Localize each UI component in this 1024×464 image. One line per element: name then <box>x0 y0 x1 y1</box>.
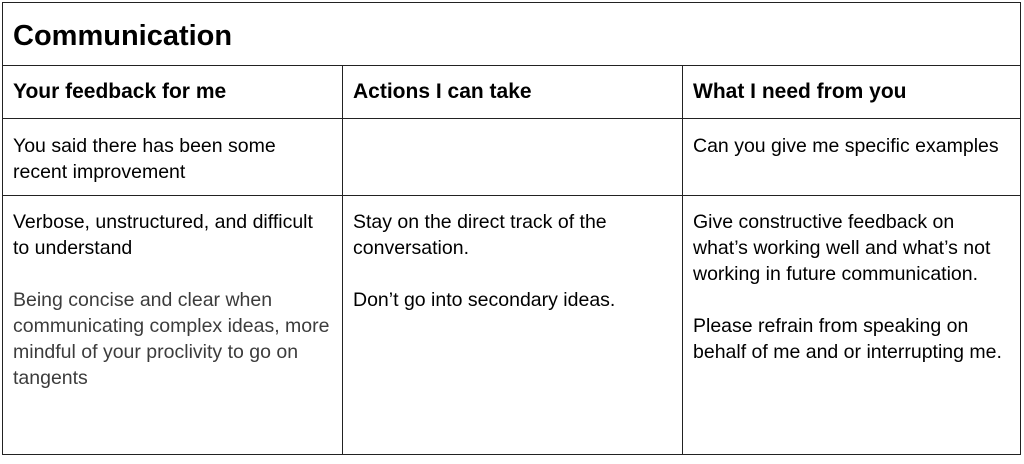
header-cell-needs <box>683 66 1021 119</box>
table-row <box>3 196 1021 455</box>
needs-text: Please refrain from speaking on behalf of me and or interrupting me. <box>693 315 1002 363</box>
action-text: Don’t go into secondary ideas. <box>353 289 616 311</box>
column-header-feedback: Your feedback for me <box>13 80 227 103</box>
feedback-text: Being concise and clear when communicating complex ideas, more mindful of your proclivity to go on tangents <box>13 289 330 389</box>
column-header-needs: What I need from you <box>693 80 907 103</box>
feedback-text: Verbose, unstructured, and difficult to understand <box>13 211 313 259</box>
needs-text: Give constructive feedback on what’s working well and what’s not working in future communication. <box>693 211 991 285</box>
communication-table <box>2 2 1021 455</box>
cell-actions <box>343 119 683 196</box>
header-cell-actions <box>343 66 683 119</box>
cell-needs <box>683 119 1021 196</box>
cell-needs <box>683 196 1021 455</box>
table-row <box>3 119 1021 196</box>
needs-text: Can you give me specific examples <box>693 135 999 157</box>
feedback-text: You said there has been some recent improvement <box>13 135 276 183</box>
cell-feedback <box>3 196 343 455</box>
action-text: Stay on the direct track of the conversation. <box>353 211 607 259</box>
column-header-actions: Actions I can take <box>353 80 532 103</box>
table-title: Communication <box>13 20 233 52</box>
cell-feedback <box>3 119 343 196</box>
cell-actions <box>343 196 683 455</box>
header-cell-feedback <box>3 66 343 119</box>
title-cell <box>3 3 1021 66</box>
